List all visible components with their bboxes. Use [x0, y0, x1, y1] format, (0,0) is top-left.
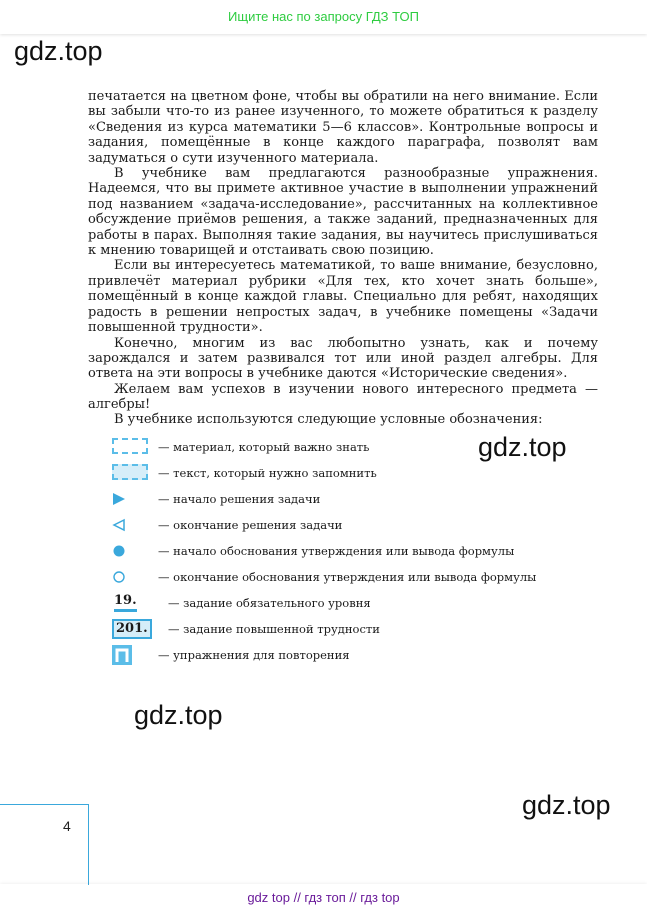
outline-triangle-icon	[112, 515, 158, 535]
number-label: 201.	[112, 619, 152, 639]
legend-text: — начало решения задачи	[158, 492, 321, 506]
watermark: gdz.top	[134, 700, 223, 730]
legend-text: — текст, который нужно запомнить	[158, 466, 377, 480]
legend-title: В учебнике используются следующие условные обозначения:	[114, 412, 543, 427]
legend-item	[112, 567, 536, 587]
watermark: gdz.top	[14, 36, 103, 66]
legend-item	[112, 541, 514, 561]
legend-item	[112, 515, 342, 535]
footer-links[interactable]: gdz top // гдз топ // гдз top	[0, 884, 647, 915]
watermark: gdz.top	[522, 790, 611, 820]
legend-text: — задание повышенной трудности	[168, 622, 380, 636]
number-label: 19.	[114, 593, 137, 612]
repeat-icon	[112, 645, 158, 665]
legend-text: — начало обоснования утверждения или вывода формулы	[158, 544, 515, 558]
paragraph: Желаем вам успехов в изучении нового интересного предмета — алгебры!	[88, 381, 598, 413]
page-corner-frame	[0, 804, 89, 885]
legend-text: — задание обязательного уровня	[168, 596, 371, 610]
underlined-number-icon	[112, 593, 168, 613]
body-text	[88, 89, 598, 413]
legend-item	[112, 463, 377, 483]
legend-text: — окончание решения задачи	[158, 518, 343, 532]
legend-text: — материал, который важно знать	[158, 440, 370, 454]
legend-item	[112, 593, 371, 613]
dashed-filled-frame-icon	[112, 463, 158, 483]
legend-item	[112, 619, 380, 639]
paragraph: Конечно, многим из вас любопытно узнать, как и почему зарождался и затем развивался тот или иной раздел алгебры. Для ответа на эти вопросы в учебнике даются «Исторические сведения».	[88, 335, 598, 382]
dashed-frame-icon	[112, 437, 158, 457]
paragraph: В учебнике вам предлагаются разнообразные упражнения. Надеемся, что вы примете активное участие в выполнении упражнений под названием «задача-исследование», рассчитанных на коллективное обсуждение приёмов решения, а также заданий, предназначенных для работы в парах. Выполняя такие задания, вы научитесь прислушиваться к мнению товарищей и отстаивать свою позицию.	[88, 166, 598, 259]
legend-text: — упражнения для повторения	[158, 648, 350, 662]
page-number: 4	[63, 818, 71, 834]
paragraph: печатается на цветном фоне, чтобы вы обратили на него внимание. Если вы забыли что-то из ранее изученного, то можете обратиться к разделу «Сведения из курса математики 5—6 классов». Контрольные вопросы и задания, помещённые в конце каждого параграфа, позволят вам задуматься о сути изученного материала.	[88, 89, 598, 166]
filled-triangle-icon	[112, 489, 158, 509]
filled-circle-icon	[112, 541, 158, 561]
legend-item	[112, 437, 369, 457]
legend-item	[112, 645, 350, 665]
top-banner: Ищите нас по запросу ГДЗ ТОП	[0, 0, 647, 34]
legend-text: — окончание обоснования утверждения или вывода формулы	[158, 570, 537, 584]
outline-circle-icon	[112, 567, 158, 587]
paragraph: Если вы интересуетесь математикой, то ваше внимание, безусловно, привлечёт материал рубрики «Для тех, кто хочет знать больше», помещённый в конце каждой главы. Специально для ребят, находящих радость в решении непростых задач, в учебнике помещены «Задачи повышенной трудности».	[88, 258, 598, 336]
watermark: gdz.top	[478, 432, 567, 462]
boxed-number-icon	[112, 619, 168, 639]
legend-item	[112, 489, 320, 509]
